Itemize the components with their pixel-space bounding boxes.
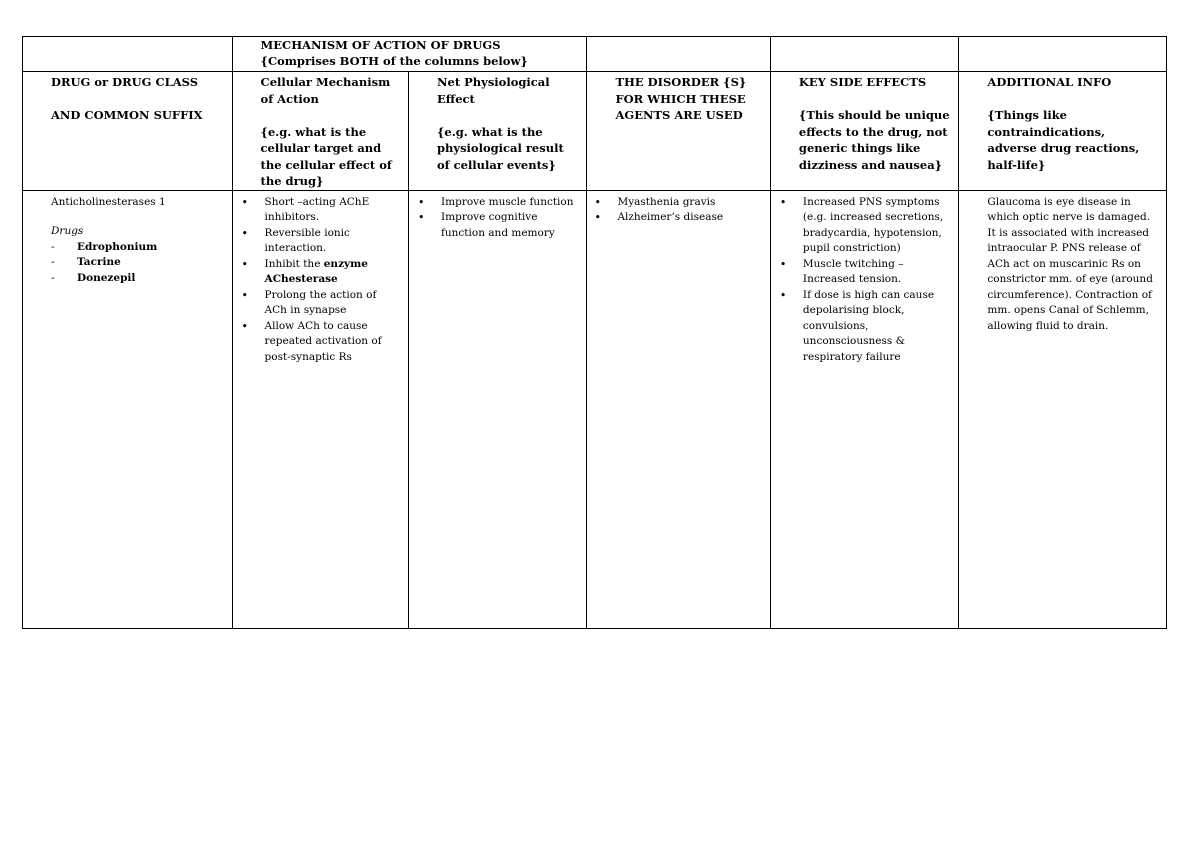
header-row — [23, 72, 1167, 191]
header-side-effects-hint-3: generic things like — [798, 141, 921, 155]
drug-mechanism-table — [22, 36, 1167, 629]
header-cellular-line2: of Action — [260, 91, 319, 106]
net-effect-list — [417, 195, 580, 242]
header-additional-hint-1: {Things like — [987, 108, 1067, 122]
header-cellular-hint-3: the cellular effect of — [260, 157, 392, 172]
disorder-cell — [587, 190, 770, 628]
header-net-effect-line1: Net Physiological — [437, 75, 550, 89]
list-item: • Alzheimer’s disease — [593, 210, 763, 226]
cellular-mechanism-list — [241, 195, 402, 366]
net-effect-cell — [409, 190, 587, 628]
side-effects-cell — [770, 190, 958, 628]
list-item: • Prolong the action of ACh in synapse — [241, 288, 402, 319]
header-additional — [959, 72, 1167, 191]
enzyme-prefix: Inhibit the — [264, 257, 324, 270]
list-item — [241, 257, 402, 288]
header-side-effects — [770, 72, 958, 191]
header-net-effect-hint-2: physiological result — [437, 141, 564, 155]
enzyme-name: enzyme AChesterase — [264, 257, 368, 285]
side-effects-list — [779, 195, 952, 366]
header-side-effects-line1: KEY SIDE EFFECTS — [798, 75, 927, 89]
header-cellular — [232, 72, 408, 191]
drugs-label: Drugs — [51, 225, 84, 237]
list-item: - Donezepil — [51, 271, 226, 287]
list-item: • If dose is high can cause depolarising block, convulsions, unconsciousness & respiratory failure — [779, 288, 952, 366]
header-disorder-line3: AGENTS ARE USED — [615, 108, 743, 122]
title-cell-empty-1 — [23, 37, 233, 72]
list-item: • Improve cognitive function and memory — [417, 210, 580, 241]
header-additional-hint-2: contraindications, — [987, 124, 1106, 139]
mechanism-subtitle: {Comprises BOTH of the columns below} — [260, 54, 528, 68]
header-net-effect-hint-1: {e.g. what is the — [437, 124, 543, 139]
additional-info-cell — [959, 190, 1167, 628]
header-disorder-line2: FOR WHICH THESE — [615, 91, 746, 106]
list-item: • Muscle twitching – Increased tension. — [779, 257, 952, 288]
header-cellular-hint-1: {e.g. what is the — [260, 124, 367, 139]
header-net-effect-line2: Effect — [437, 91, 475, 106]
header-drug-class — [23, 72, 233, 191]
additional-info-text: Glaucoma is eye disease in which optic nerve is damaged. It is associated with increased intraocular P. PNS release of ACh act on muscarinic Rs on constrictor mm. of eye (around circumference). Contraction of mm. opens Canal of Schlemm, allowing fluid to drain. — [987, 195, 1153, 332]
header-side-effects-hint-2: effects to the drug, not — [798, 124, 948, 139]
drug-class-cell — [23, 190, 233, 628]
drug-class-name: Anticholinesterases 1 — [51, 195, 166, 208]
list-item: • Increased PNS symptoms (e.g. increased secretions, bradycardia, hypotension, pupil constriction) — [779, 195, 952, 257]
list-item: • Reversible ionic interaction. — [241, 226, 402, 257]
list-item: • Short –acting AChE inhibitors. — [241, 195, 402, 226]
list-item: - Tacrine — [51, 255, 226, 271]
mechanism-title-cell — [232, 37, 587, 72]
header-cellular-hint-4: the drug} — [260, 174, 324, 188]
header-additional-line1: ADDITIONAL INFO — [987, 75, 1112, 89]
header-net-effect-hint-3: of cellular events} — [437, 157, 556, 172]
title-row — [23, 37, 1167, 72]
header-cellular-hint-2: cellular target and — [260, 141, 382, 155]
disorder-list — [593, 195, 763, 226]
list-item: • Allow ACh to cause repeated activation of post-synaptic Rs — [241, 319, 402, 366]
title-cell-empty-3 — [770, 37, 958, 72]
title-cell-empty-4 — [959, 37, 1167, 72]
cellular-mechanism-cell — [232, 190, 408, 628]
title-cell-empty-2 — [587, 37, 770, 72]
header-drug-class-line2: AND COMMON SUFFIX — [51, 108, 203, 122]
list-item: • Improve muscle function — [417, 195, 580, 211]
drug-list — [51, 240, 226, 287]
header-additional-hint-4: half-life} — [987, 157, 1046, 172]
list-item: - Edrophonium — [51, 240, 226, 256]
header-cellular-line1: Cellular Mechanism — [260, 75, 391, 89]
header-net-effect — [409, 72, 587, 191]
header-side-effects-hint-4: dizziness and nausea} — [798, 157, 943, 172]
mechanism-title: MECHANISM OF ACTION OF DRUGS — [260, 38, 501, 52]
table-row — [23, 190, 1167, 628]
list-item: • Myasthenia gravis — [593, 195, 763, 211]
header-disorder-line1: THE DISORDER {S} — [615, 75, 747, 89]
header-disorder — [587, 72, 770, 191]
header-drug-class-line1: DRUG or DRUG CLASS — [51, 75, 199, 89]
header-additional-hint-3: adverse drug reactions, — [987, 141, 1140, 155]
header-side-effects-hint-1: {This should be unique — [798, 108, 950, 122]
